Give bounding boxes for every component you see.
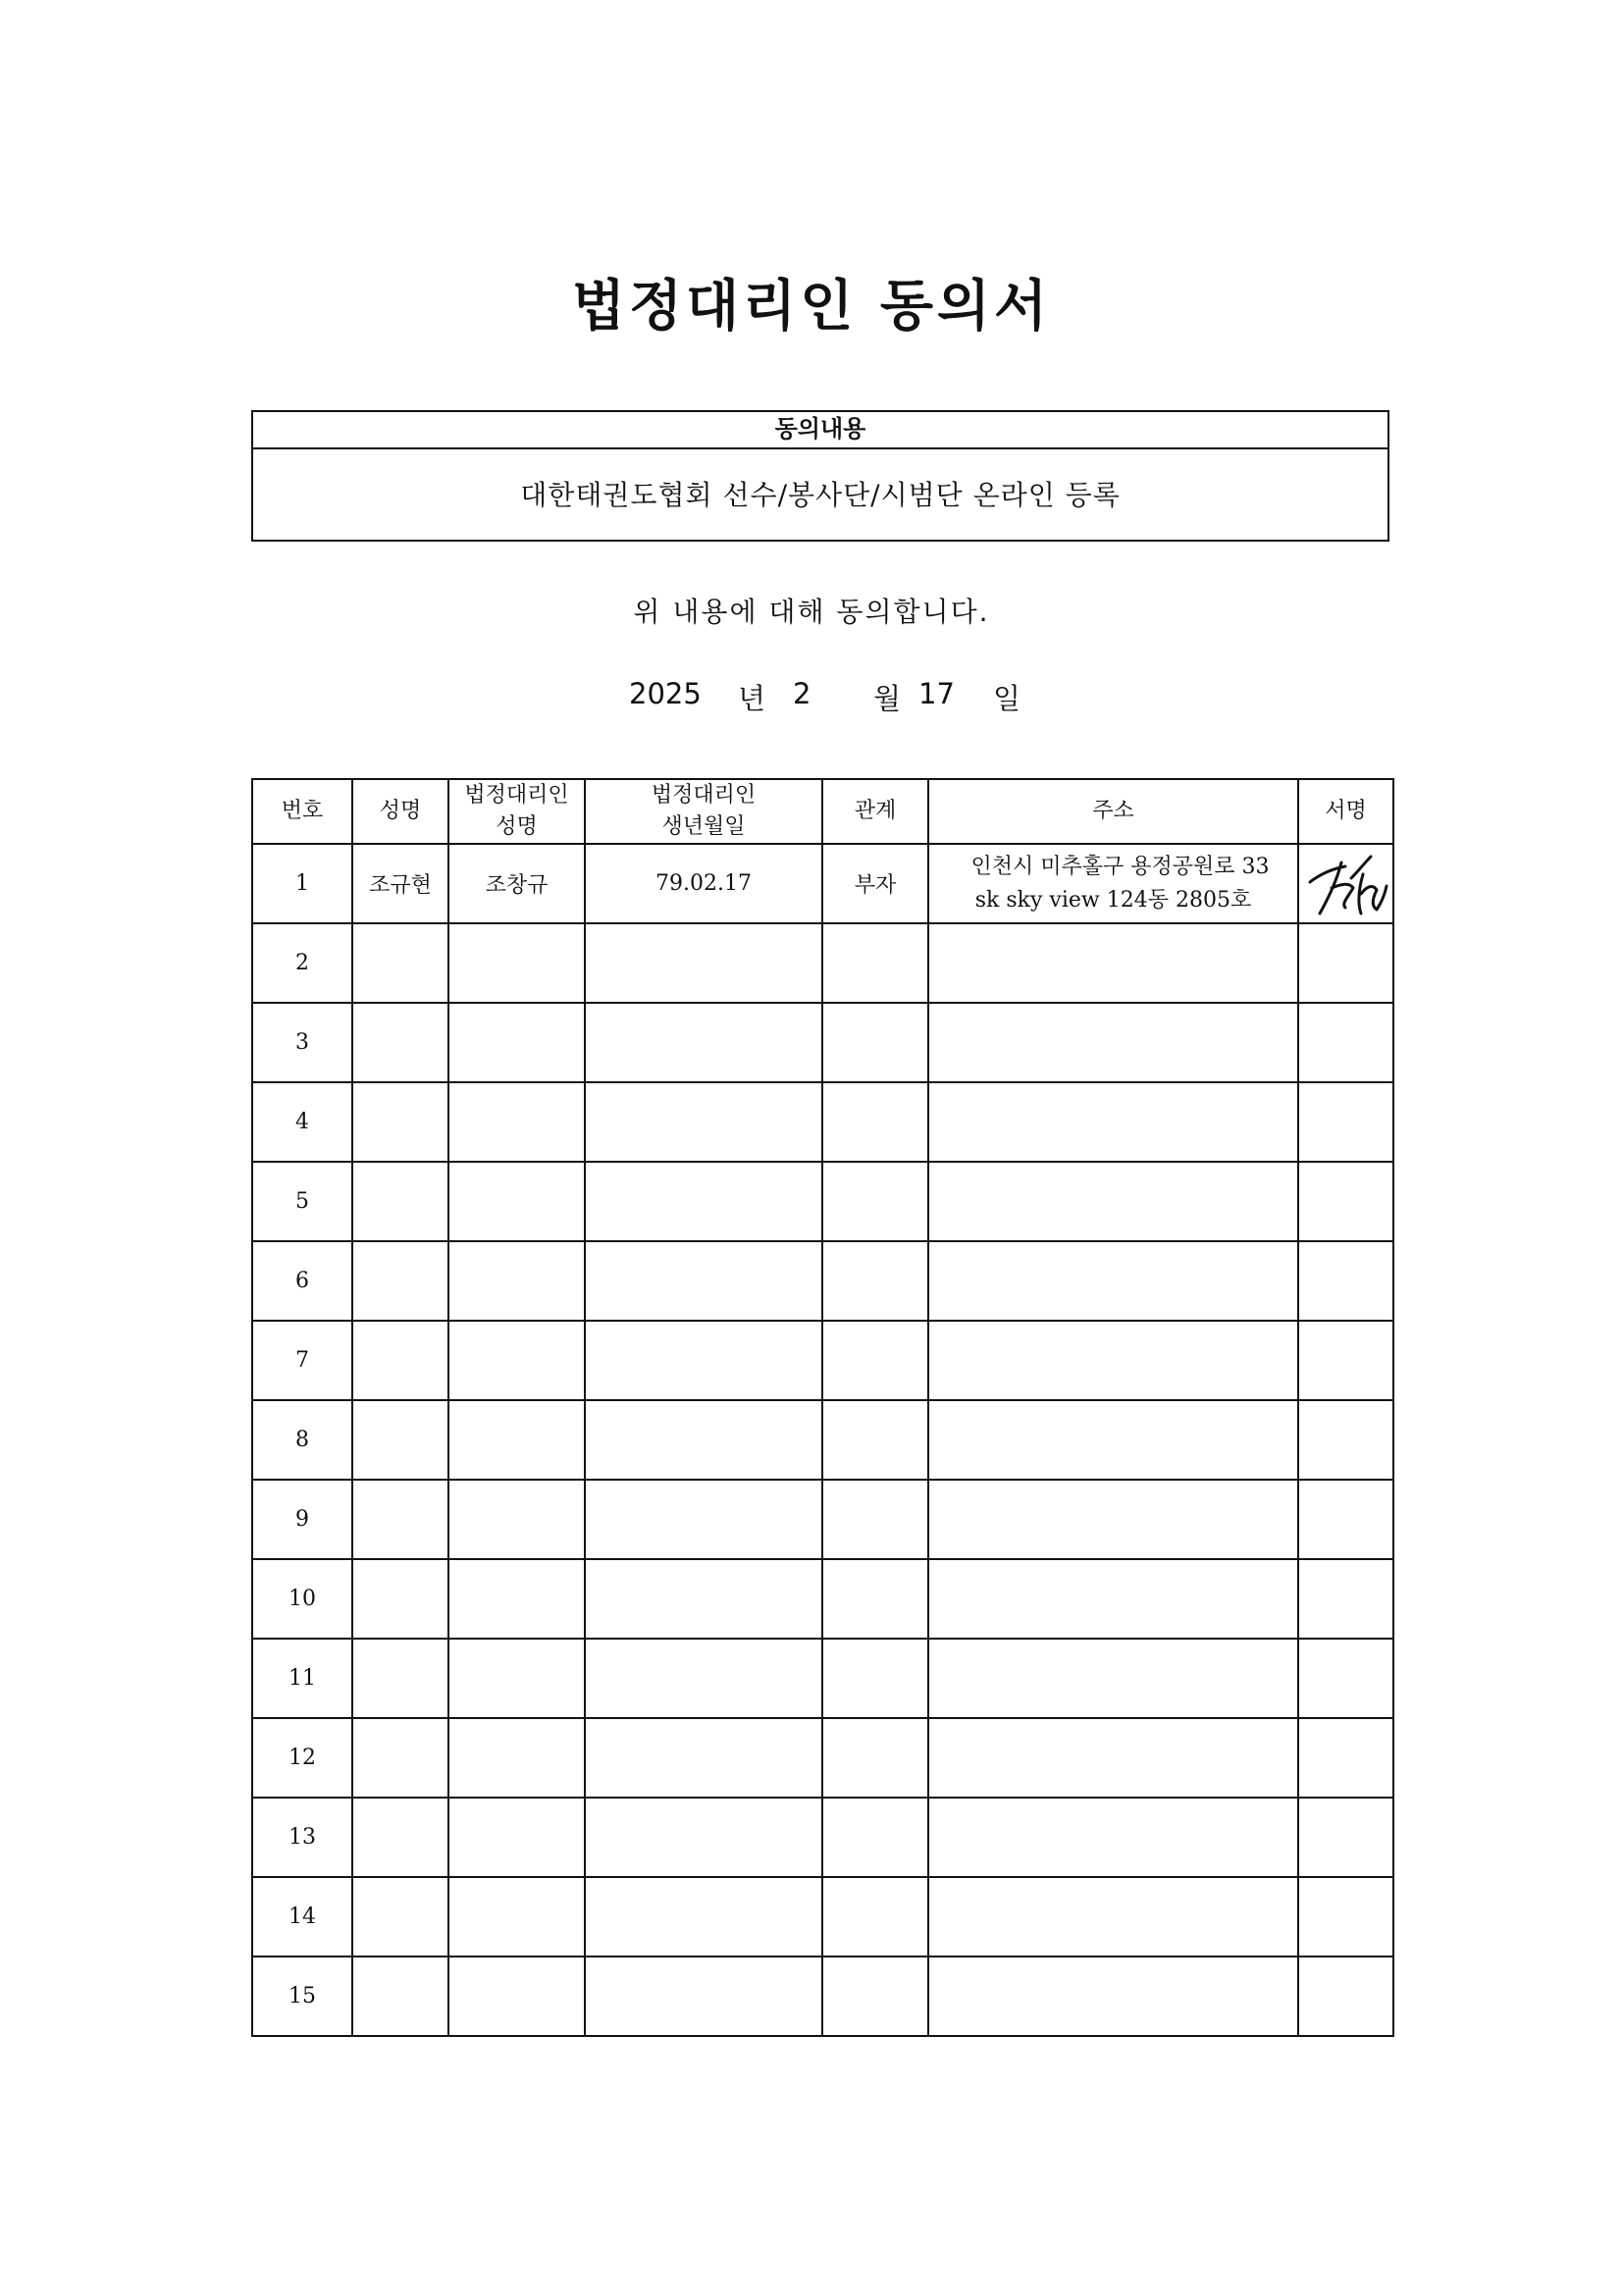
table-row <box>252 1321 1393 1400</box>
row-number: 9 <box>252 1480 352 1559</box>
table-row <box>252 1082 1393 1162</box>
header-address: 주소 <box>928 779 1298 844</box>
table-row <box>252 1400 1393 1480</box>
row-address-line1: 인천시 미추홀구 용정공원로 33 <box>970 854 1270 879</box>
date-day: 17 <box>918 677 955 710</box>
row-number: 5 <box>252 1162 352 1241</box>
row-number: 2 <box>252 923 352 1003</box>
row-number: 4 <box>252 1082 352 1162</box>
row-number: 8 <box>252 1400 352 1480</box>
date-day-unit: 일 <box>993 682 1021 715</box>
date-year: 2025 <box>629 677 702 710</box>
table-row <box>252 844 1393 923</box>
table-row <box>252 1639 1393 1718</box>
row-number: 7 <box>252 1321 352 1400</box>
row-number: 10 <box>252 1559 352 1639</box>
document-title: 법정대리인 동의서 <box>571 275 1052 339</box>
header-signature: 서명 <box>1298 779 1393 844</box>
row-number: 13 <box>252 1798 352 1877</box>
consent-body: 대한태권도협회 선수/봉사단/시범단 온라인 등록 <box>520 479 1121 511</box>
row-number: 14 <box>252 1877 352 1957</box>
header-guardian-dob <box>585 779 822 844</box>
guardian-table <box>251 778 1394 2037</box>
row-number: 1 <box>252 844 352 923</box>
header-guardian-dob-line2: 생년월일 <box>661 814 746 839</box>
date-line <box>0 677 1623 716</box>
row-number: 11 <box>252 1639 352 1718</box>
row-signature-cell <box>1298 844 1393 923</box>
table-row <box>252 1718 1393 1798</box>
header-no: 번호 <box>252 779 352 844</box>
header-name: 성명 <box>352 779 448 844</box>
row-number: 12 <box>252 1718 352 1798</box>
header-guardian-dob-line1: 법정대리인 <box>651 783 757 808</box>
table-row <box>252 1241 1393 1321</box>
consent-header: 동의내용 <box>253 412 1387 449</box>
table-row <box>252 923 1393 1003</box>
consent-box <box>251 410 1389 542</box>
table-row <box>252 1480 1393 1559</box>
row-guardian-name: 조창규 <box>448 844 585 923</box>
date-year-unit: 년 <box>738 682 766 715</box>
table-row <box>252 1559 1393 1639</box>
row-relation: 부자 <box>822 844 928 923</box>
row-name: 조규현 <box>352 844 448 923</box>
row-number: 6 <box>252 1241 352 1321</box>
date-month-unit: 월 <box>873 682 902 715</box>
row-address <box>928 844 1298 923</box>
table-row <box>252 1798 1393 1877</box>
signature-image <box>1302 849 1390 919</box>
header-guardian-name-line1: 법정대리인 <box>464 783 569 808</box>
table-row <box>252 1162 1393 1241</box>
row-number: 3 <box>252 1003 352 1082</box>
date-month: 2 <box>793 677 812 710</box>
table-header-row <box>252 779 1393 844</box>
row-address-line2: sk sky view 124동 2805호 <box>974 887 1252 913</box>
agreement-statement: 위 내용에 대해 동의합니다. <box>633 596 990 628</box>
table-row <box>252 1957 1393 2036</box>
header-guardian-name-line2: 성명 <box>496 814 538 839</box>
row-number: 15 <box>252 1957 352 2036</box>
header-guardian-name <box>448 779 585 844</box>
row-guardian-dob: 79.02.17 <box>585 844 822 923</box>
header-relation: 관계 <box>822 779 928 844</box>
table-row <box>252 1003 1393 1082</box>
table-row <box>252 1877 1393 1957</box>
